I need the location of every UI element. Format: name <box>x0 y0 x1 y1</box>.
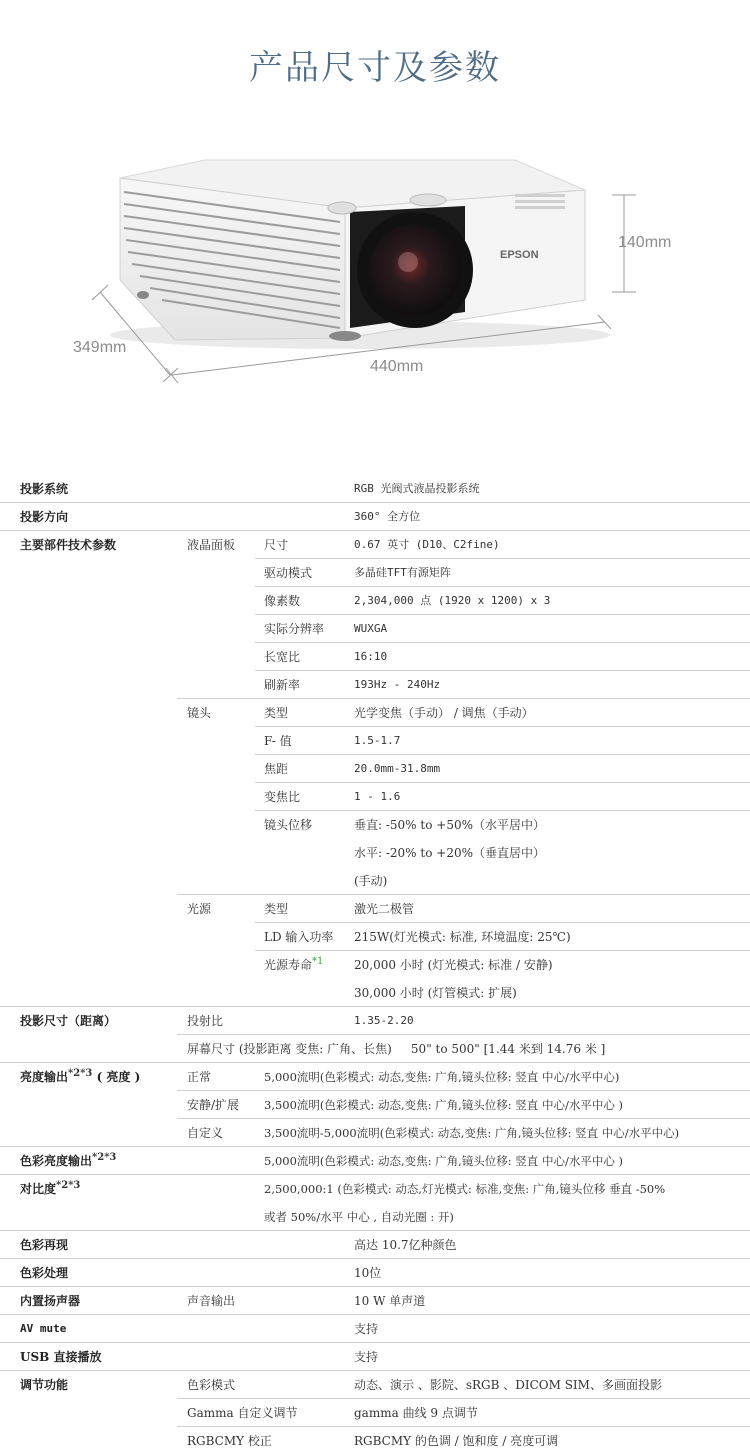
footnote-mark: *2*3 <box>68 1068 93 1079</box>
param-value: 215W(灯光模式: 标准, 环境温度: 25℃) <box>354 930 571 944</box>
table-row <box>0 1063 750 1091</box>
param-value: 1 - 1.6 <box>354 790 401 803</box>
table-row <box>0 783 750 811</box>
param-name: 类型 <box>264 706 289 720</box>
param-value: (手动) <box>354 874 388 888</box>
table-row <box>0 1035 750 1063</box>
param-name: RGBCMY 校正 <box>187 1434 272 1448</box>
row-label: USB 直接播放 <box>20 1350 102 1364</box>
param-line: 屏幕尺寸 (投影距离 变焦: 广角、长焦) 50" to 500" [1.44 米到 14.76 米 ] <box>187 1042 606 1056</box>
row-value: 5,000流明(色彩模式: 动态,变焦: 广角,镜头位移: 竖直 中心/水平中心 ) <box>264 1154 623 1168</box>
param-value: 1.35-2.20 <box>354 1014 414 1027</box>
table-row <box>0 587 750 615</box>
param-value: 激光二极管 <box>354 902 415 916</box>
param-name: 类型 <box>264 902 289 916</box>
param-name: 尺寸 <box>264 538 289 552</box>
param-name: 实际分辨率 <box>264 622 325 636</box>
param-value: 1.5-1.7 <box>354 734 401 747</box>
group-label: 光源 <box>187 902 212 916</box>
spec-table <box>0 475 750 1455</box>
param-name <box>264 951 323 979</box>
param-value: 多晶硅TFT有源矩阵 <box>354 566 451 579</box>
table-row <box>0 1259 750 1287</box>
param-name: 正常 <box>187 1070 212 1084</box>
table-row <box>0 811 750 839</box>
param-name: 色彩模式 <box>187 1378 236 1392</box>
product-figure <box>0 130 750 410</box>
param-name: 变焦比 <box>264 790 301 804</box>
row-label: 色彩处理 <box>20 1266 69 1280</box>
param-value: 20,000 小时 (灯光模式: 标准 / 安静) <box>354 958 553 972</box>
table-row <box>0 951 750 979</box>
table-row <box>0 503 750 531</box>
row-value: RGB 光阀式液晶投影系统 <box>354 482 480 495</box>
table-row <box>0 867 750 895</box>
table-row <box>0 615 750 643</box>
group-label: 镜头 <box>187 706 212 720</box>
group-label: 液晶面板 <box>187 538 236 552</box>
row-label-suffix: ( 亮度 ) <box>96 1070 141 1084</box>
table-row <box>0 1007 750 1035</box>
row-label-text: 亮度输出 <box>20 1070 69 1084</box>
param-name: 长宽比 <box>264 650 301 664</box>
param-name: 自定义 <box>187 1126 224 1140</box>
param-value: 3,500流明(色彩模式: 动态,变焦: 广角,镜头位移: 竖直 中心/水平中心 ) <box>264 1098 623 1112</box>
height-dimension: 140mm <box>618 234 672 251</box>
table-row <box>0 1399 750 1427</box>
param-name: 镜头位移 <box>264 818 313 832</box>
param-name: LD 输入功率 <box>264 930 334 944</box>
row-label <box>20 1175 80 1203</box>
table-row <box>0 1119 750 1147</box>
param-value: 动态、演示 、影院、sRGB 、DICOM SIM、多画面投影 <box>354 1378 662 1392</box>
param-value: WUXGA <box>354 622 388 635</box>
row-value: 10位 <box>354 1266 382 1280</box>
param-name: 声音输出 <box>187 1294 236 1308</box>
param-value: 3,500流明-5,000流明(色彩模式: 动态,变焦: 广角,镜头位移: 竖直 中心/水平中心) <box>264 1126 680 1140</box>
param-name: 安静/扩展 <box>187 1098 240 1112</box>
row-value: 360° 全方位 <box>354 510 421 523</box>
table-row <box>0 839 750 867</box>
param-value: 0.67 英寸 (D10、C2fine) <box>354 538 500 551</box>
param-name: 像素数 <box>264 594 301 608</box>
param-value: gamma 曲线 9 点调节 <box>354 1406 478 1420</box>
row-label <box>20 1147 116 1175</box>
row-value: 高达 10.7亿种颜色 <box>354 1238 457 1252</box>
table-row <box>0 1287 750 1315</box>
table-row <box>0 643 750 671</box>
param-value: 30,000 小时 (灯管模式: 扩展) <box>354 986 517 1000</box>
table-row <box>0 671 750 699</box>
footnote-mark: *1 <box>312 956 324 967</box>
param-name: 焦距 <box>264 762 289 776</box>
row-label: 投影尺寸（距离） <box>20 1014 117 1028</box>
table-row <box>0 979 750 1007</box>
table-row <box>0 1343 750 1371</box>
table-row <box>0 1315 750 1343</box>
row-label: AV mute <box>20 1322 67 1335</box>
row-label: 内置扬声器 <box>20 1294 81 1308</box>
table-row <box>0 1427 750 1455</box>
table-row <box>0 559 750 587</box>
param-name-text: 光源寿命 <box>264 958 313 972</box>
depth-dimension: 349mm <box>73 339 127 356</box>
param-value: 20.0mm-31.8mm <box>354 762 441 775</box>
param-name: 刷新率 <box>264 678 301 692</box>
table-row <box>0 475 750 503</box>
footnote-mark: *2*3 <box>92 1152 117 1163</box>
param-name: 驱动模式 <box>264 566 313 580</box>
row-label: 主要部件技术参数 <box>20 538 117 552</box>
param-name: F- 值 <box>264 734 292 748</box>
param-name: Gamma 自定义调节 <box>187 1406 298 1420</box>
table-row <box>0 727 750 755</box>
param-value: 16:10 <box>354 650 388 663</box>
row-value: 或者 50%/水平 中心 , 自动光圈 : 开) <box>264 1210 454 1224</box>
table-row <box>0 1147 750 1175</box>
row-label: 投影系统 <box>20 482 69 496</box>
row-label: 色彩再现 <box>20 1238 69 1252</box>
footnote-mark: *2*3 <box>56 1180 81 1191</box>
param-value: 5,000流明(色彩模式: 动态,变焦: 广角,镜头位移: 竖直 中心/水平中心) <box>264 1070 620 1084</box>
row-label <box>20 1063 140 1091</box>
row-label: 投影方向 <box>20 510 69 524</box>
table-row <box>0 1091 750 1119</box>
table-row <box>0 1203 750 1231</box>
param-value: 水平: -20% to +20%（垂直居中） <box>354 846 545 860</box>
param-value: 193Hz - 240Hz <box>354 678 441 691</box>
brand-logo: EPSON <box>500 249 539 261</box>
param-value: 垂直: -50% to +50%（水平居中） <box>354 818 545 832</box>
row-label-text: 色彩亮度输出 <box>20 1154 93 1168</box>
table-row <box>0 531 750 559</box>
width-dimension: 440mm <box>370 358 424 375</box>
param-value: 2,304,000 点 (1920 x 1200) x 3 <box>354 594 551 607</box>
table-row <box>0 923 750 951</box>
row-value: 2,500,000:1 (色彩模式: 动态,灯光模式: 标准,变焦: 广角,镜头位移 垂直 -50% <box>264 1182 666 1196</box>
row-label-text: 对比度 <box>20 1182 57 1196</box>
row-value: 支持 <box>354 1322 379 1336</box>
table-row <box>0 699 750 727</box>
row-value: 支持 <box>354 1350 379 1364</box>
table-row <box>0 1175 750 1203</box>
table-row <box>0 1231 750 1259</box>
param-name: 投射比 <box>187 1014 224 1028</box>
page-title: 产品尺寸及参数 <box>249 48 501 88</box>
row-value: 10 W 单声道 <box>354 1294 426 1308</box>
table-row <box>0 895 750 923</box>
param-value: 光学变焦（手动） / 调焦（手动） <box>354 706 534 720</box>
table-row <box>0 755 750 783</box>
table-row <box>0 1371 750 1399</box>
param-value: RGBCMY 的色调 / 饱和度 / 亮度可调 <box>354 1434 559 1448</box>
row-label: 调节功能 <box>20 1378 69 1392</box>
